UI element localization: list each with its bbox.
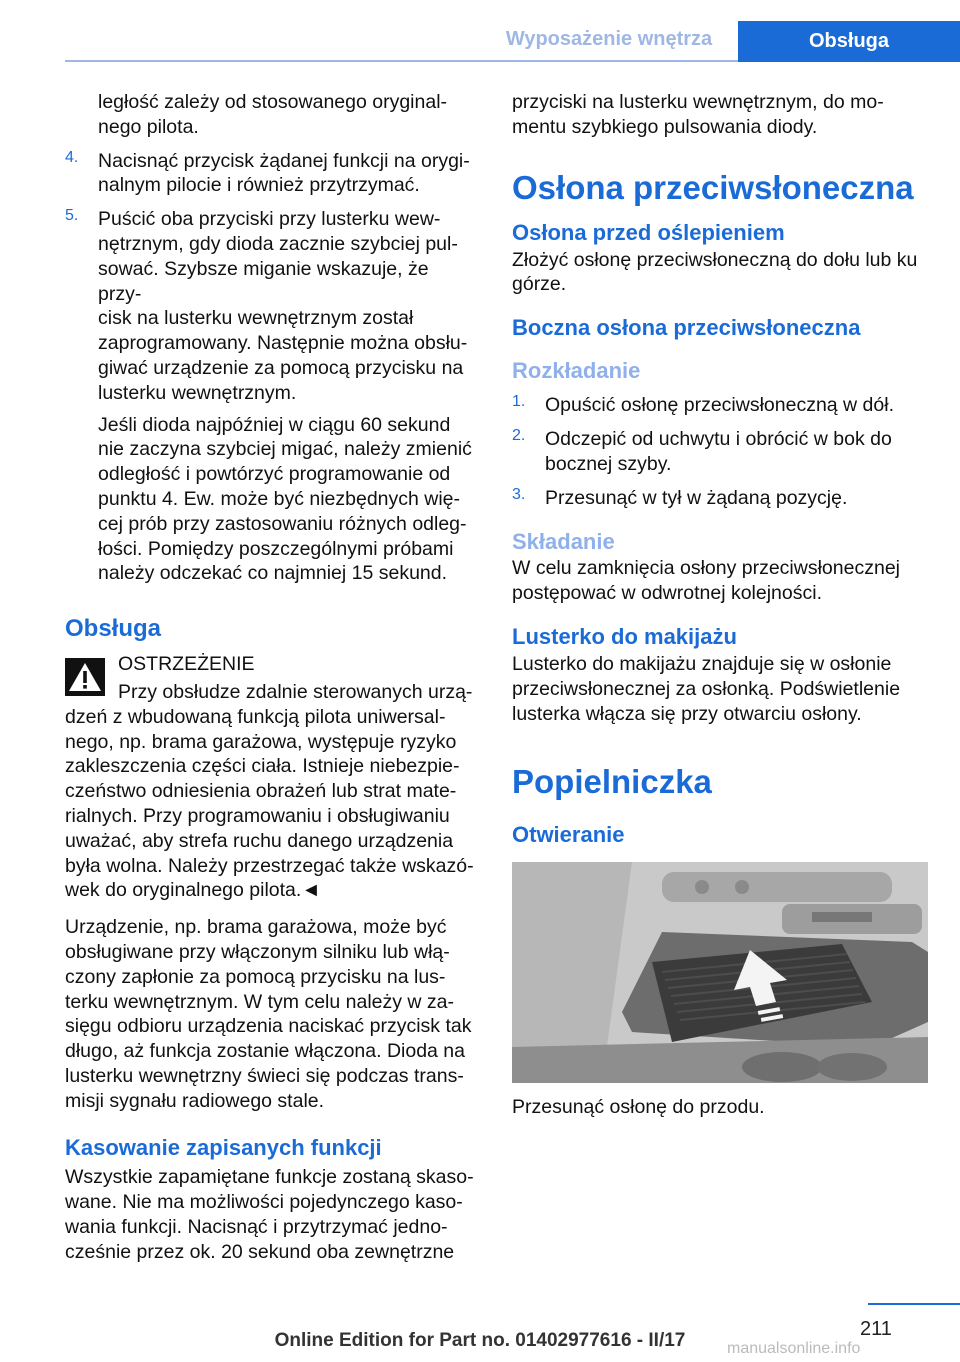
header-section-title: Wyposażenie wnętrza [505,28,713,50]
step-number: 5. [65,207,79,225]
chapter-heading-popielniczka: Popielniczka [512,763,712,801]
lusterko-text: Lusterko do makijażu znajduje się w osłonie przeciwsłonecznej za osłonką. Podświetlenie lusterka włącza się przy otwarciu osłony. [512,652,901,725]
skladanie-text: W celu zamknięcia osłony przeciwsłonecznej postępować w odwrotnej kolejności. [512,557,900,605]
step-5 [65,207,477,405]
section-heading-lusterko: Lusterko do makijażu [512,623,737,649]
step-text: Przesunąć w tył w żądaną pozycję. [545,486,848,509]
footer-edition: Online Edition for Part no. 01402977616 - II/17 [274,1330,686,1351]
warning-block [65,652,477,903]
header-tab-obsluga: Obsługa [738,21,960,62]
warning-text-first-line: Przy obsłudze zdalnie sterowanych urzą‐ [118,680,473,703]
list-item [512,393,930,418]
section-heading-otwieranie: Otwieranie [512,822,625,848]
ashtray-photo [512,862,928,1083]
subheading-skladanie: Składanie [512,529,615,555]
step-number: 2. [512,426,526,444]
paragraph-device-operation: Urządzenie, np. brama garażowa, może być obsługiwane przy włączonym silniku lub włą‐ czony zapłonie za pomocą przycisku na lus‐ terku wewnętrznym. W tym celu należy w za‐ sięgu odbioru urządzenia naciskać przycisk tak długo, aż funkcja zostanie włączona. Dioda na lusterku wewnętrzny świeci się podczas trans‐ misji sygnału radiowego stale. [65,916,472,1112]
list-item [512,427,930,477]
step-text: Opuścić osłonę przeciwsłoneczną w dół. [545,394,895,417]
step-5-note: Jeśli dioda najpóźniej w ciągu 60 sekund nie zaczyna szybciej migać, należy zmienić odległość i powtórzyć programowanie od punktu 4. Ew. może być niezbędnych wię‐ cej prób przy zastosowaniu różnych odleg‐ łości. Pomiędzy poszczególnymi próbami należy odczekać co najmniej 15 sekund. [98,413,472,585]
step-number: 4. [65,148,79,166]
section-heading-obsluga: Obsługa [65,615,162,643]
section-heading-kasowanie: Kasowanie zapisanych funkcji [65,1135,382,1161]
warning-text: dzeń z wbudowaną funkcją pilota uniwersal‐ nego, np. brama garażowa, występuje ryzyko zakleszczenia części ciała. Istnieje niebezpie‐ czeństwo odniesienia obrażeń lub strat mate‐ rialnych. Przy programowaniu i obsługiwaniu uważać, aby strefa ruchu danego urządzenia była wolna. Należy przestrzegać także wskazó‐ wek do oryginalnego pilota.◄ [65,705,474,902]
footer-rule [868,1303,960,1305]
kasowanie-text: Wszystkie zapamiętane funkcje zostaną skaso‐ wane. Nie ma możliwości pojedynczego kaso‐ wania funkcji. Nacisnąć i przytrzymać jedno‐ cześnie przez ok. 20 sekund oba zewnętrzne [65,1166,474,1263]
warning-title: OSTRZEŻENIE [118,653,255,676]
step-text: Nacisnąć przycisk żądanej funkcji na orygi‐ nalnym pilocie i również przytrzymać. [98,149,470,197]
section-heading-oslepieniem: Osłona przed oślepieniem [512,219,785,245]
continued-step-text: ległość zależy od stosowanego oryginal‐ nego pilota. [98,91,448,138]
watermark: manualsonline.info [727,1340,861,1357]
ashtray-illustration [512,862,928,1083]
step-4 [65,149,477,199]
section-heading-boczna: Boczna osłona przeciwsłoneczna [512,315,861,341]
photo-caption: Przesunąć osłonę do przodu. [512,1096,765,1119]
warning-triangle-icon [65,658,105,696]
oslepieniem-text: Złożyć osłonę przeciwsłoneczną do dołu lub ku górze. [512,248,918,296]
rozkladanie-steps [512,393,930,510]
step-text: Odczepić od uchwytu i obrócić w bok do bocznej szyby. [545,427,892,475]
right-column [512,90,930,1120]
page-number: 211 [860,1318,892,1340]
subheading-rozkladanie: Rozkładanie [512,358,641,384]
left-column [65,90,477,1265]
list-item [512,486,930,511]
chapter-heading-oslona: Osłona przeciwsłoneczna [512,168,914,206]
continued-text: przyciski na lusterku wewnętrznym, do mo‐ mentu szybkiego pulsowania diody. [512,91,884,138]
step-number: 1. [512,393,526,411]
step-number: 3. [512,485,526,503]
step-text: Puścić oba przyciski przy lusterku wew‐ nętrznym, gdy dioda zacznie szybciej pul‐ sować. Szybsze miganie wskazuje, że przy‐ cisk na lusterku wewnętrznym został zaprogramowany. Następnie można obsłu‐ giwać urządzenie za pomocą przycisku na lusterku wewnętrznym. [98,208,468,404]
